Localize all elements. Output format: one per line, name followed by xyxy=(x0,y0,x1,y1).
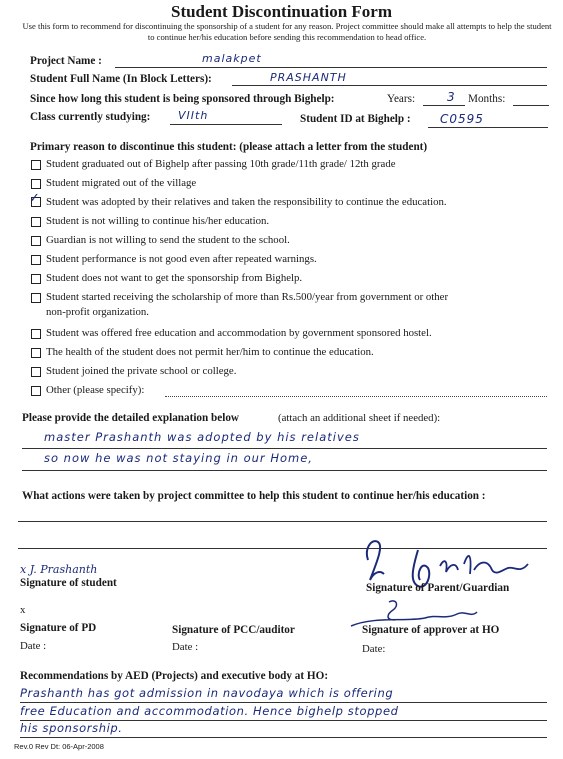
checkmark-icon: ✓ xyxy=(29,190,40,205)
reasons-heading: Primary reason to discontinue this student: (please attach a letter from the student) xyxy=(30,141,428,153)
reason-other: Other (please specify): xyxy=(46,384,145,396)
pd-signature-mark: x xyxy=(20,604,26,616)
reason-performance: Student performance is not good even after repeated warnings. xyxy=(46,253,317,265)
months-label: Months: xyxy=(468,93,506,105)
reason-checkbox-performance[interactable] xyxy=(31,255,41,265)
reason-scholarship: Student started receiving the scholarship of more than Rs.500/year from government or other xyxy=(46,291,449,303)
reason-checkbox-not-willing[interactable] xyxy=(31,217,41,227)
student-id-label: Student ID at Bighelp : xyxy=(300,113,411,125)
reason-checkbox-health[interactable] xyxy=(31,348,41,358)
other-line xyxy=(165,396,547,397)
reason-hostel: Student was offered free education and accommodation by government sponsored hostel. xyxy=(46,327,432,339)
student-name-value[interactable]: PRASHANTH xyxy=(270,71,347,84)
reason-not-willing: Student is not willing to continue his/her education. xyxy=(46,215,270,227)
explanation-text-1[interactable]: master Prashanth was adopted by his relatives xyxy=(44,430,360,444)
class-line xyxy=(170,124,282,125)
sponsored-since-label: Since how long this student is being sponsored through Bighelp: xyxy=(30,93,335,105)
recommendation-line-1 xyxy=(20,702,547,703)
recommendation-text-1[interactable]: Prashanth has got admission in navodaya which is offering xyxy=(20,686,394,700)
years-value[interactable]: 3 xyxy=(447,90,456,104)
student-name-line xyxy=(232,85,547,86)
explanation-text-2[interactable]: so now he was not staying in our Home, xyxy=(44,451,313,465)
student-signature-label: Signature of student xyxy=(20,577,117,589)
reason-adopted: Student was adopted by their relatives and taken the responsibility to continue the education. xyxy=(46,196,447,208)
actions-label: What actions were taken by project committee to help this student to continue her/his education : xyxy=(22,490,486,502)
class-value[interactable]: VIIth xyxy=(178,109,209,122)
recommendation-line-3 xyxy=(20,737,547,738)
reason-private: Student joined the private school or college. xyxy=(46,365,237,377)
reason-checkbox-graduated[interactable] xyxy=(31,160,41,170)
reason-checkbox-private[interactable] xyxy=(31,367,41,377)
explanation-label: Please provide the detailed explanation below xyxy=(22,412,240,424)
form-title: Student Discontinuation Form xyxy=(170,2,393,21)
project-name-value[interactable]: malakpet xyxy=(202,52,262,65)
pcc-date-label: Date : xyxy=(172,641,199,653)
reason-scholarship-cont: non-profit organization. xyxy=(46,306,149,318)
reason-no-sponsorship: Student does not want to get the sponsorship from Bighelp. xyxy=(46,272,303,284)
actions-line-1 xyxy=(18,521,547,522)
years-line xyxy=(423,105,465,106)
months-line xyxy=(513,105,549,106)
approver-date-label: Date: xyxy=(362,643,386,655)
reason-checkbox-hostel[interactable] xyxy=(31,329,41,339)
reason-checkbox-migrated[interactable] xyxy=(31,179,41,189)
pd-date-label: Date : xyxy=(20,640,47,652)
student-id-line xyxy=(428,127,548,128)
project-name-label: Project Name : xyxy=(30,55,102,67)
reason-checkbox-scholarship[interactable] xyxy=(31,293,41,303)
reason-graduated: Student graduated out of Bighelp after passing 10th grade/11th grade/ 12th grade xyxy=(46,158,396,170)
reason-guardian: Guardian is not willing to send the student to the school. xyxy=(46,234,290,246)
explanation-line-1 xyxy=(22,448,547,449)
pcc-signature-label: Signature of PCC/auditor xyxy=(172,624,295,636)
reason-migrated: Student migrated out of the village xyxy=(46,177,197,189)
reason-health: The health of the student does not permit her/him to continue the education. xyxy=(46,346,374,358)
years-label: Years: xyxy=(387,93,416,105)
form-intro: Use this form to recommend for discontinuing the sponsorship of a student for any reason. Project committee should make all attempts to help the student to continue her/his education before sending this recommendation to head office. xyxy=(22,21,552,42)
parent-signature-label: Signature of Parent/Guardian xyxy=(366,582,510,594)
project-name-line xyxy=(115,67,547,68)
explanation-line-2 xyxy=(22,470,547,471)
recommendations-label: Recommendations by AED (Projects) and executive body at HO: xyxy=(20,670,329,682)
revision-footer: Rev.0 Rev Dt: 06-Apr-2008 xyxy=(14,742,104,751)
recommendation-text-3[interactable]: his sponsorship. xyxy=(20,721,123,735)
reason-checkbox-other[interactable] xyxy=(31,386,41,396)
student-name-label: Student Full Name (In Block Letters): xyxy=(30,73,212,85)
reason-checkbox-guardian[interactable] xyxy=(31,236,41,246)
reason-checkbox-no-sponsorship[interactable] xyxy=(31,274,41,284)
pd-signature-label: Signature of PD xyxy=(20,622,97,634)
student-id-value[interactable]: C0595 xyxy=(440,112,484,126)
recommendation-text-2[interactable]: free Education and accommodation. Hence bighelp stopped xyxy=(20,704,399,718)
approver-signature-label: Signature of approver at HO xyxy=(362,624,500,636)
class-label: Class currently studying: xyxy=(30,111,151,123)
explanation-note: (attach an additional sheet if needed): xyxy=(278,412,441,424)
student-signature: x J. Prashanth xyxy=(20,563,98,576)
